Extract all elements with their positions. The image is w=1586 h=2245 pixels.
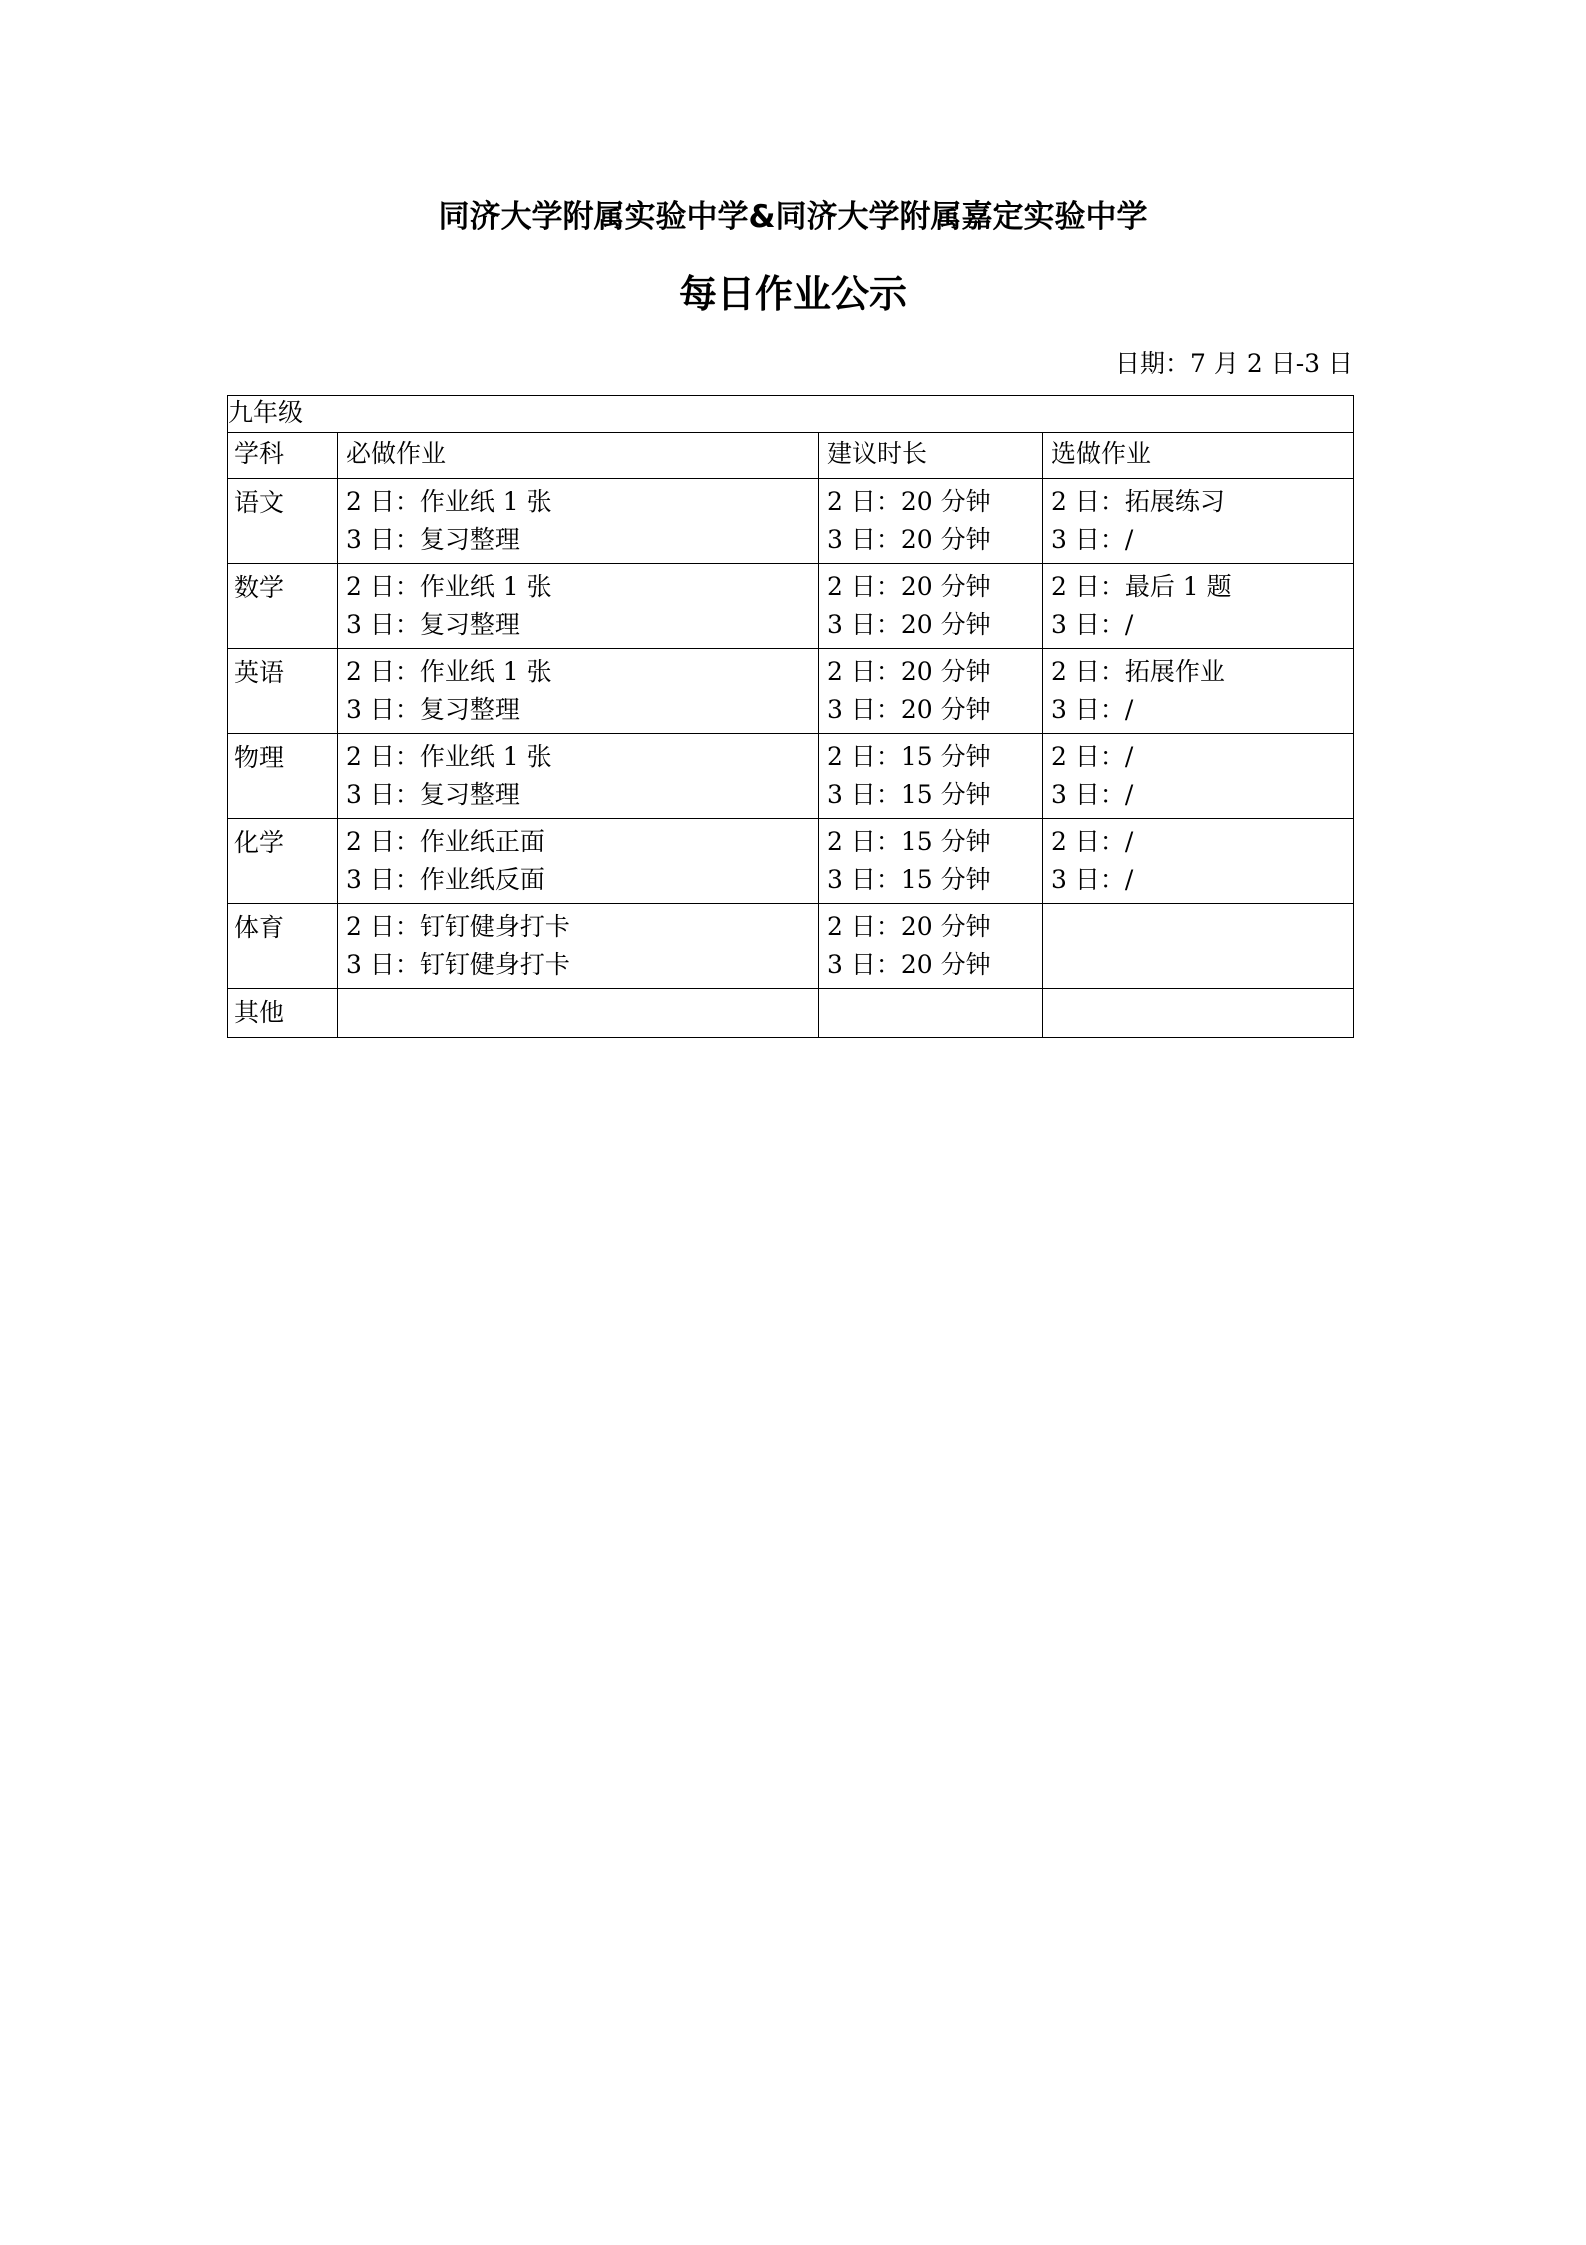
column-header-required-label: 必做作业 (346, 439, 447, 468)
row-optional-cell (1043, 564, 1354, 649)
required-line-2: 3 日：作业纸反面 (346, 865, 545, 894)
row-subject-label: 数学 (234, 573, 285, 602)
required-line-2: 3 日：钉钉健身打卡 (346, 950, 570, 979)
table-row (228, 904, 1354, 989)
grade-header-label: 九年级 (228, 398, 304, 427)
duration-line-2: 3 日：15 分钟 (827, 865, 991, 894)
optional-line-1 (1051, 908, 1345, 946)
optional-line-2 (1051, 946, 1345, 984)
duration-line-2: 3 日：20 分钟 (827, 950, 991, 979)
row-required-cell (338, 819, 819, 904)
row-subject-cell (228, 904, 338, 989)
row-duration-content (819, 819, 1042, 899)
table-row (228, 819, 1354, 904)
required-line-2: 3 日：复习整理 (346, 610, 520, 639)
optional-line-2: 3 日：/ (1051, 695, 1134, 724)
duration-line-1: 2 日：20 分钟 (827, 912, 991, 941)
row-required-content (338, 564, 818, 644)
row-duration-cell (819, 564, 1043, 649)
optional-line-1: 2 日：最后 1 题 (1051, 572, 1232, 601)
row-optional-cell (1043, 819, 1354, 904)
row-subject-label: 语文 (234, 488, 285, 517)
required-line-1: 2 日：作业纸 1 张 (346, 657, 552, 686)
row-duration-content (819, 479, 1042, 559)
table-row (228, 734, 1354, 819)
row-optional-cell (1043, 989, 1354, 1038)
row-subject-label: 化学 (234, 828, 285, 857)
row-duration-cell (819, 734, 1043, 819)
duration-line-1: 2 日：15 分钟 (827, 742, 991, 771)
optional-line-2: 3 日：/ (1051, 865, 1134, 894)
duration-line-2: 3 日：20 分钟 (827, 525, 991, 554)
row-required-content (338, 819, 818, 899)
table-row (228, 989, 1354, 1038)
table-row (228, 479, 1354, 564)
row-duration-content (819, 649, 1042, 729)
optional-line-2: 3 日：/ (1051, 780, 1134, 809)
row-subject-label: 体育 (234, 913, 285, 942)
row-required-content (338, 649, 818, 729)
row-optional-content (1043, 734, 1353, 814)
row-duration-cell (819, 649, 1043, 734)
column-header-optional (1043, 433, 1354, 479)
optional-line-1: 2 日：/ (1051, 827, 1134, 856)
required-line-2: 3 日：复习整理 (346, 780, 520, 809)
row-subject-cell (228, 734, 338, 819)
row-optional-content (1043, 904, 1353, 984)
column-header-optional-label: 选做作业 (1051, 439, 1152, 468)
homework-table (227, 395, 1354, 1038)
row-required-cell (338, 564, 819, 649)
row-required-content (338, 904, 818, 984)
row-optional-cell (1043, 649, 1354, 734)
row-duration-cell (819, 479, 1043, 564)
required-line-1: 2 日：作业纸 1 张 (346, 487, 552, 516)
homework-table-body (228, 396, 1354, 1038)
duration-line-1: 2 日：15 分钟 (827, 827, 991, 856)
row-subject-cell (228, 479, 338, 564)
table-grade-row (228, 396, 1354, 433)
optional-line-1: 2 日：/ (1051, 742, 1134, 771)
table-row (228, 564, 1354, 649)
required-line-2: 3 日：复习整理 (346, 695, 520, 724)
required-line-1: 2 日：作业纸正面 (346, 827, 545, 856)
row-duration-content (819, 734, 1042, 814)
row-subject-cell (228, 989, 338, 1038)
row-required-cell (338, 479, 819, 564)
date-label: 日期：7 月 2 日-3 日 (1115, 349, 1353, 378)
row-required-content (338, 479, 818, 559)
optional-line-2: 3 日：/ (1051, 610, 1134, 639)
duration-line-1: 2 日：20 分钟 (827, 572, 991, 601)
row-duration-cell (819, 819, 1043, 904)
row-optional-content (1043, 564, 1353, 644)
optional-line-2: 3 日：/ (1051, 525, 1134, 554)
row-required-cell (338, 904, 819, 989)
row-required-content (338, 734, 818, 814)
row-duration-cell (819, 989, 1043, 1038)
required-line-1: 2 日：钉钉健身打卡 (346, 912, 570, 941)
page-subtitle: 每日作业公示 (678, 272, 907, 316)
row-optional-content (1043, 649, 1353, 729)
row-subject-label: 其他 (234, 998, 285, 1027)
row-duration-content (819, 989, 1042, 993)
duration-line-2: 3 日：15 分钟 (827, 780, 991, 809)
duration-line-2: 3 日：20 分钟 (827, 695, 991, 724)
row-subject-label: 英语 (234, 658, 285, 687)
optional-line-1: 2 日：拓展作业 (1051, 657, 1225, 686)
grade-header-cell (228, 396, 1354, 433)
row-duration-cell (819, 904, 1043, 989)
row-required-content (338, 989, 818, 993)
document-subtitle-block (0, 268, 1586, 320)
document-title-block (0, 196, 1586, 238)
row-subject-cell (228, 819, 338, 904)
row-optional-content (1043, 479, 1353, 559)
column-header-subject (228, 433, 338, 479)
row-duration-content (819, 904, 1042, 984)
optional-line-1: 2 日：拓展练习 (1051, 487, 1225, 516)
row-required-cell (338, 649, 819, 734)
row-optional-cell (1043, 734, 1354, 819)
row-optional-cell (1043, 904, 1354, 989)
column-header-duration-label: 建议时长 (827, 439, 928, 468)
duration-line-1: 2 日：20 分钟 (827, 657, 991, 686)
row-optional-cell (1043, 479, 1354, 564)
column-header-subject-label: 学科 (234, 439, 285, 468)
row-optional-content (1043, 819, 1353, 899)
duration-line-1: 2 日：20 分钟 (827, 487, 991, 516)
row-required-cell (338, 989, 819, 1038)
row-required-cell (338, 734, 819, 819)
row-subject-cell (228, 564, 338, 649)
required-line-1: 2 日：作业纸 1 张 (346, 742, 552, 771)
row-optional-content (1043, 989, 1353, 993)
duration-line-2: 3 日：20 分钟 (827, 610, 991, 639)
row-subject-label: 物理 (234, 743, 285, 772)
table-header-row (228, 433, 1354, 479)
column-header-duration (819, 433, 1043, 479)
column-header-required (338, 433, 819, 479)
required-line-1: 2 日：作业纸 1 张 (346, 572, 552, 601)
row-duration-content (819, 564, 1042, 644)
table-row (228, 649, 1354, 734)
page-title: 同济大学附属实验中学&同济大学附属嘉定实验中学 (438, 199, 1148, 235)
row-subject-cell (228, 649, 338, 734)
required-line-2: 3 日：复习整理 (346, 525, 520, 554)
